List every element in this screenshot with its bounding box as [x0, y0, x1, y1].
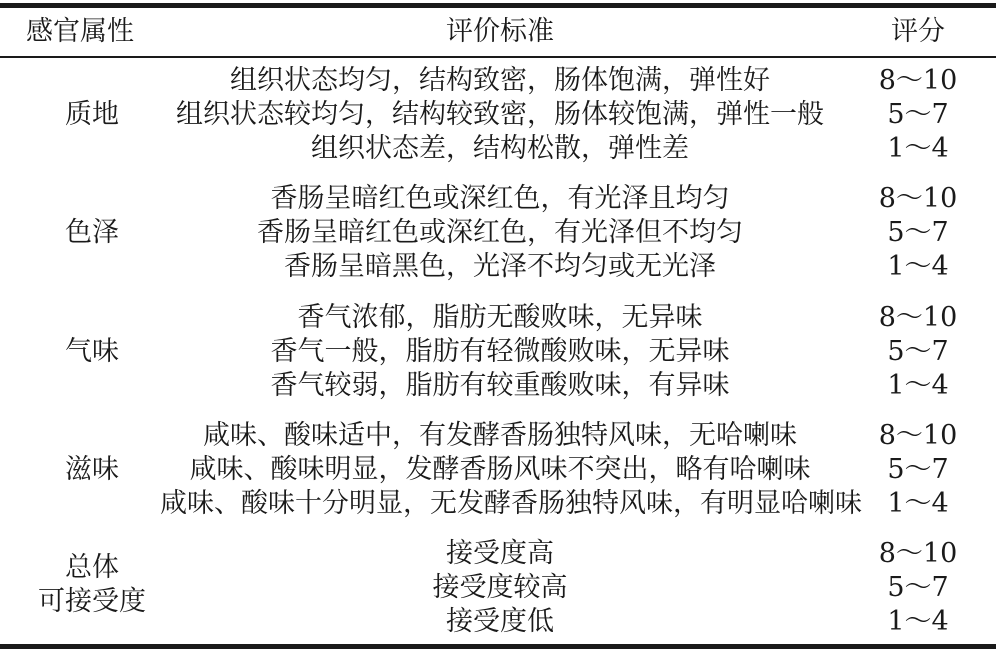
score-range: 1～4: [887, 251, 949, 282]
table-header-rule: [0, 56, 996, 58]
table-row-group-odor: [0, 301, 996, 403]
criteria-line: 香肠呈暗红色或深红色，有光泽但不均匀: [257, 217, 743, 248]
criteria-line: 接受度较高: [432, 572, 568, 603]
header-score: 评分: [891, 16, 945, 47]
score-range: 5～7: [887, 572, 949, 603]
attribute-name: 色泽: [65, 217, 119, 248]
criteria-line: 香肠呈暗红色或深红色，有光泽且均匀: [270, 183, 730, 214]
criteria-line: 香气浓郁，脂肪无酸败味，无异味: [297, 302, 703, 333]
score-range: 5～7: [887, 454, 949, 485]
criteria-line: 香肠呈暗黑色，光泽不均匀或无光泽: [284, 251, 716, 282]
criteria-line: 香气一般，脂肪有轻微酸败味，无异味: [270, 336, 730, 367]
score-range: 5～7: [887, 99, 949, 130]
score-range: 1～4: [887, 488, 949, 519]
table-row-group-texture: [0, 64, 996, 166]
table-row-group-color: [0, 182, 996, 284]
attribute-name: 气味: [65, 336, 119, 367]
criteria-line: 接受度低: [446, 606, 554, 637]
criteria-line: 组织状态均匀，结构致密，肠体饱满，弹性好: [230, 65, 770, 96]
criteria-line: 咸味、酸味适中，有发酵香肠独特风味，无哈喇味: [203, 420, 797, 451]
criteria-line: 接受度高: [446, 538, 554, 569]
attribute-name-line2: 可接受度: [38, 586, 146, 617]
criteria-line: 组织状态较均匀，结构较致密，肠体较饱满，弹性一般: [176, 99, 824, 130]
header-attribute: 感官属性: [26, 16, 134, 47]
score-range: 8～10: [878, 183, 958, 214]
score-range: 1～4: [887, 133, 949, 164]
table-row-group-taste: [0, 419, 996, 521]
score-range: 8～10: [878, 420, 958, 451]
score-range: 5～7: [887, 336, 949, 367]
header-criteria: 评价标准: [446, 16, 554, 47]
attribute-name: 质地: [65, 99, 119, 130]
score-range: 8～10: [878, 65, 958, 96]
criteria-line: 咸味、酸味明显，发酵香肠风味不突出，略有哈喇味: [189, 454, 811, 485]
criteria-line: 香气较弱，脂肪有较重酸败味，有异味: [270, 370, 730, 401]
criteria-line: 咸味、酸味十分明显，无发酵香肠独特风味，有明显哈喇味: [160, 488, 862, 519]
score-range: 1～4: [887, 370, 949, 401]
criteria-line: 组织状态差，结构松散，弹性差: [311, 133, 689, 164]
score-range: 5～7: [887, 217, 949, 248]
attribute-name: 滋味: [65, 454, 119, 485]
table-bottom-rule: [0, 644, 996, 649]
attribute-name-line1: 总体: [65, 552, 119, 583]
score-range: 1～4: [887, 606, 949, 637]
score-range: 8～10: [878, 538, 958, 569]
table-row-group-overall-acceptability: [0, 537, 996, 639]
table-header-row: [0, 8, 996, 56]
score-range: 8～10: [878, 302, 958, 333]
